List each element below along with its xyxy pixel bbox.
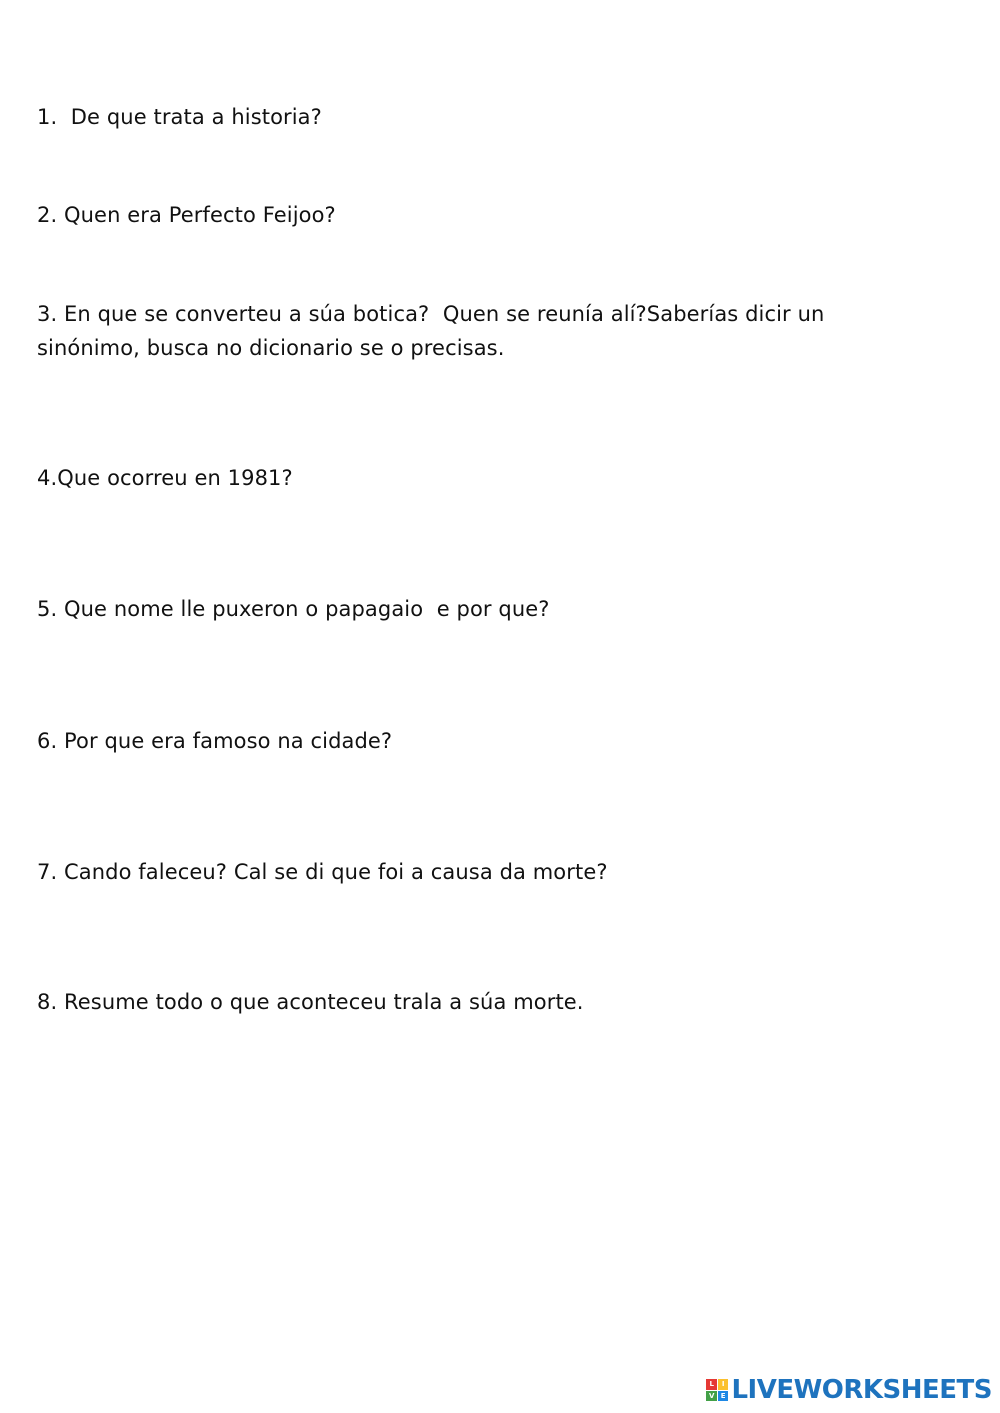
question-8: 8. Resume todo o que aconteceu trala a súa morte.	[37, 990, 584, 1014]
liveworksheets-brand	[706, 1373, 992, 1407]
question-6: 6. Por que era famoso na cidade?	[37, 729, 393, 753]
question-4: 4.Que ocorreu en 1981?	[37, 466, 293, 490]
question-5: 5. Que nome lle puxeron o papagaio e por que?	[37, 597, 550, 621]
liveworksheets-logo-icon	[706, 1379, 728, 1401]
logo-letter-l: L	[706, 1379, 717, 1390]
liveworksheets-wordmark: LIVEWORKSHEETS	[731, 1375, 992, 1405]
logo-letter-v: V	[706, 1391, 717, 1402]
question-3: 3. En que se converteu a súa botica? Quen se reunía alí?Saberías dicir un sinónimo, busca no dicionario se o precisas.	[37, 302, 825, 360]
question-1: 1. De que trata a historia?	[37, 105, 322, 129]
question-7: 7. Cando faleceu? Cal se di que foi a causa da morte?	[37, 860, 608, 884]
logo-letter-e: E	[718, 1391, 729, 1402]
logo-letter-i: I	[718, 1379, 729, 1390]
question-2: 2. Quen era Perfecto Feijoo?	[37, 203, 336, 227]
